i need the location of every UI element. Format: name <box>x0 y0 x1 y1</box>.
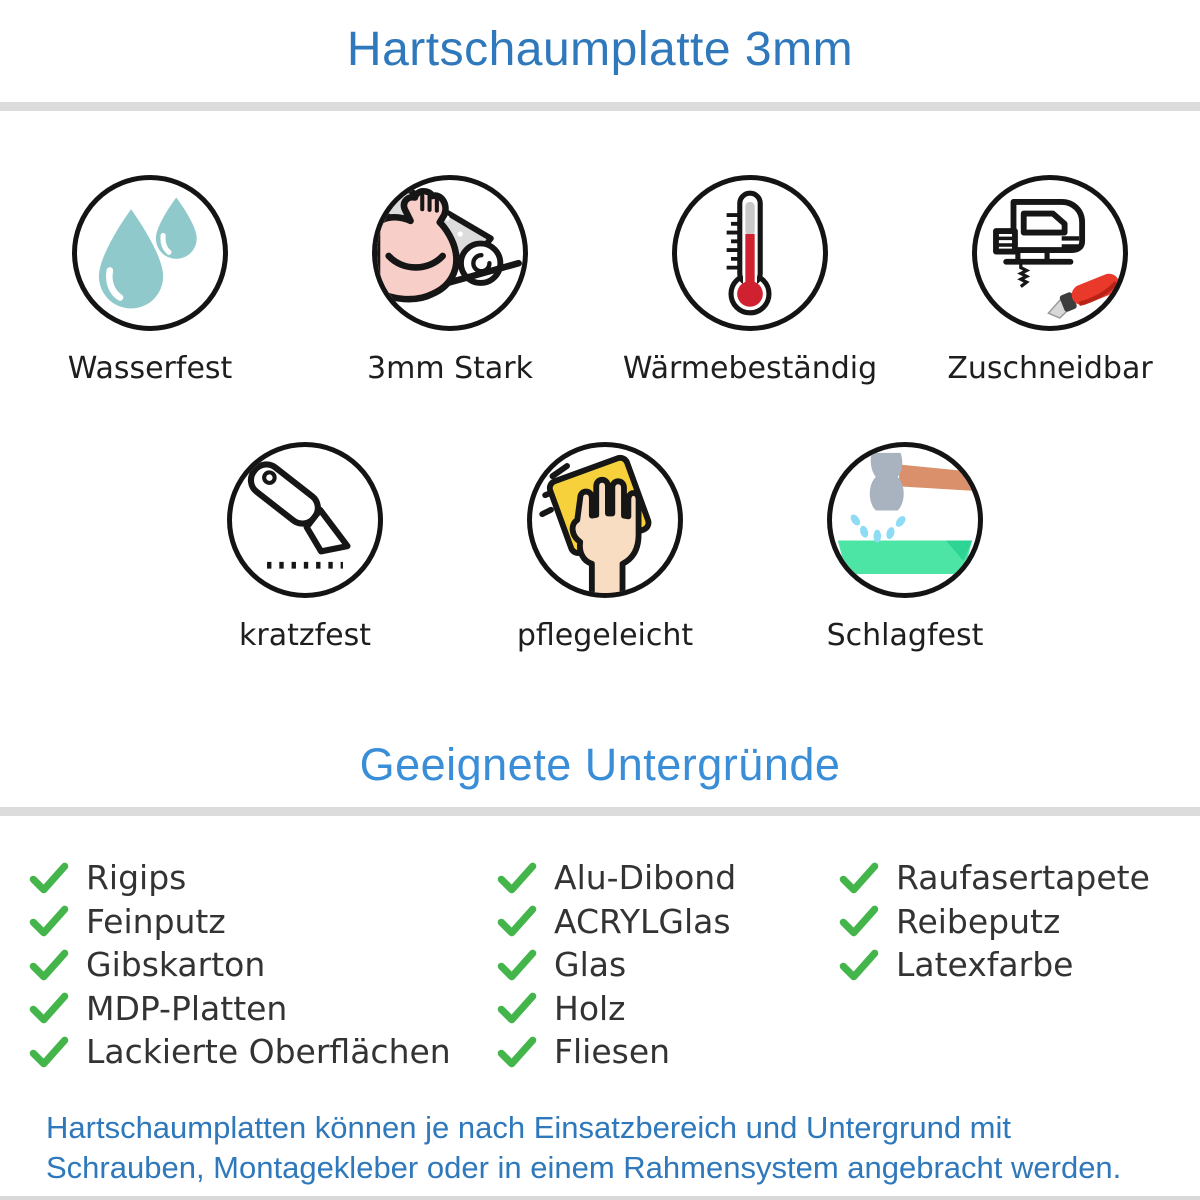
check-icon <box>28 948 70 982</box>
water-drops-icon <box>77 180 223 326</box>
check-icon <box>496 904 538 938</box>
substrates-section <box>0 816 1200 1074</box>
list-item: Raufasertapete <box>838 856 1188 900</box>
page-title: Hartschaumplatte 3mm <box>346 23 854 76</box>
list-item: ACRYLGlas <box>496 900 838 944</box>
substrates-column-3 <box>838 856 1188 1074</box>
feature-label: kratzfest <box>238 618 371 653</box>
utility-knife-icon <box>232 447 378 593</box>
check-icon <box>28 991 70 1025</box>
feature-label: Zuschneidbar <box>947 351 1153 386</box>
feature-label: Wärmebeständig <box>622 351 878 386</box>
check-icon <box>838 861 880 895</box>
feature-pflegeleicht <box>455 442 755 653</box>
wiping-hand-icon <box>532 447 678 593</box>
feature-kratzfest <box>155 442 455 653</box>
features-row-2 <box>0 442 1200 653</box>
check-icon <box>496 861 538 895</box>
substrates-column-2 <box>496 856 838 1074</box>
substrates-column-1 <box>28 856 496 1074</box>
list-item: Alu-Dibond <box>496 856 838 900</box>
list-item: Latexfarbe <box>838 943 1188 987</box>
list-item: Holz <box>496 987 838 1031</box>
feature-label: 3mm Stark <box>367 351 533 386</box>
check-icon <box>496 1035 538 1069</box>
feature-schlagfest <box>755 442 1055 653</box>
feature-label: Schlagfest <box>826 618 984 653</box>
check-icon <box>496 991 538 1025</box>
mounting-note <box>0 1108 1200 1188</box>
feature-zuschneidbar <box>900 175 1200 386</box>
check-icon <box>838 904 880 938</box>
muscle-arm-roll-icon <box>377 180 523 326</box>
mounting-note-line1: Hartschaumplatten können je nach Einsatzbereich und Untergrund mit <box>46 1109 1011 1145</box>
features-section <box>0 111 1200 653</box>
middle-divider <box>0 807 1200 816</box>
check-icon <box>496 948 538 982</box>
list-item: Lackierte Oberflächen <box>28 1030 496 1074</box>
feature-wasserfest <box>0 175 300 386</box>
jigsaw-cutter-icon <box>977 180 1123 326</box>
list-item: Glas <box>496 943 838 987</box>
list-item: Feinputz <box>28 900 496 944</box>
thermometer-icon <box>677 180 823 326</box>
check-icon <box>28 861 70 895</box>
top-divider <box>0 102 1200 111</box>
list-item: Fliesen <box>496 1030 838 1074</box>
check-icon <box>838 948 880 982</box>
hammer-impact-icon <box>832 447 978 593</box>
list-item: Reibeputz <box>838 900 1188 944</box>
feature-label: pflegeleicht <box>516 618 694 653</box>
feature-3mm-stark <box>300 175 600 386</box>
list-item: Rigips <box>28 856 496 900</box>
list-item: MDP-Platten <box>28 987 496 1031</box>
feature-label: Wasserfest <box>67 351 233 386</box>
feature-waermebestaendig <box>600 175 900 386</box>
substrates-title: Geeignete Untergründe <box>359 739 841 790</box>
check-icon <box>28 904 70 938</box>
mounting-note-line2: Schrauben, Montagekleber oder in einem Rahmensystem angebracht werden. <box>46 1149 1122 1185</box>
check-icon <box>28 1035 70 1069</box>
features-row-1 <box>0 175 1200 386</box>
bottom-divider <box>0 1196 1200 1200</box>
list-item: Gibskarton <box>28 943 496 987</box>
